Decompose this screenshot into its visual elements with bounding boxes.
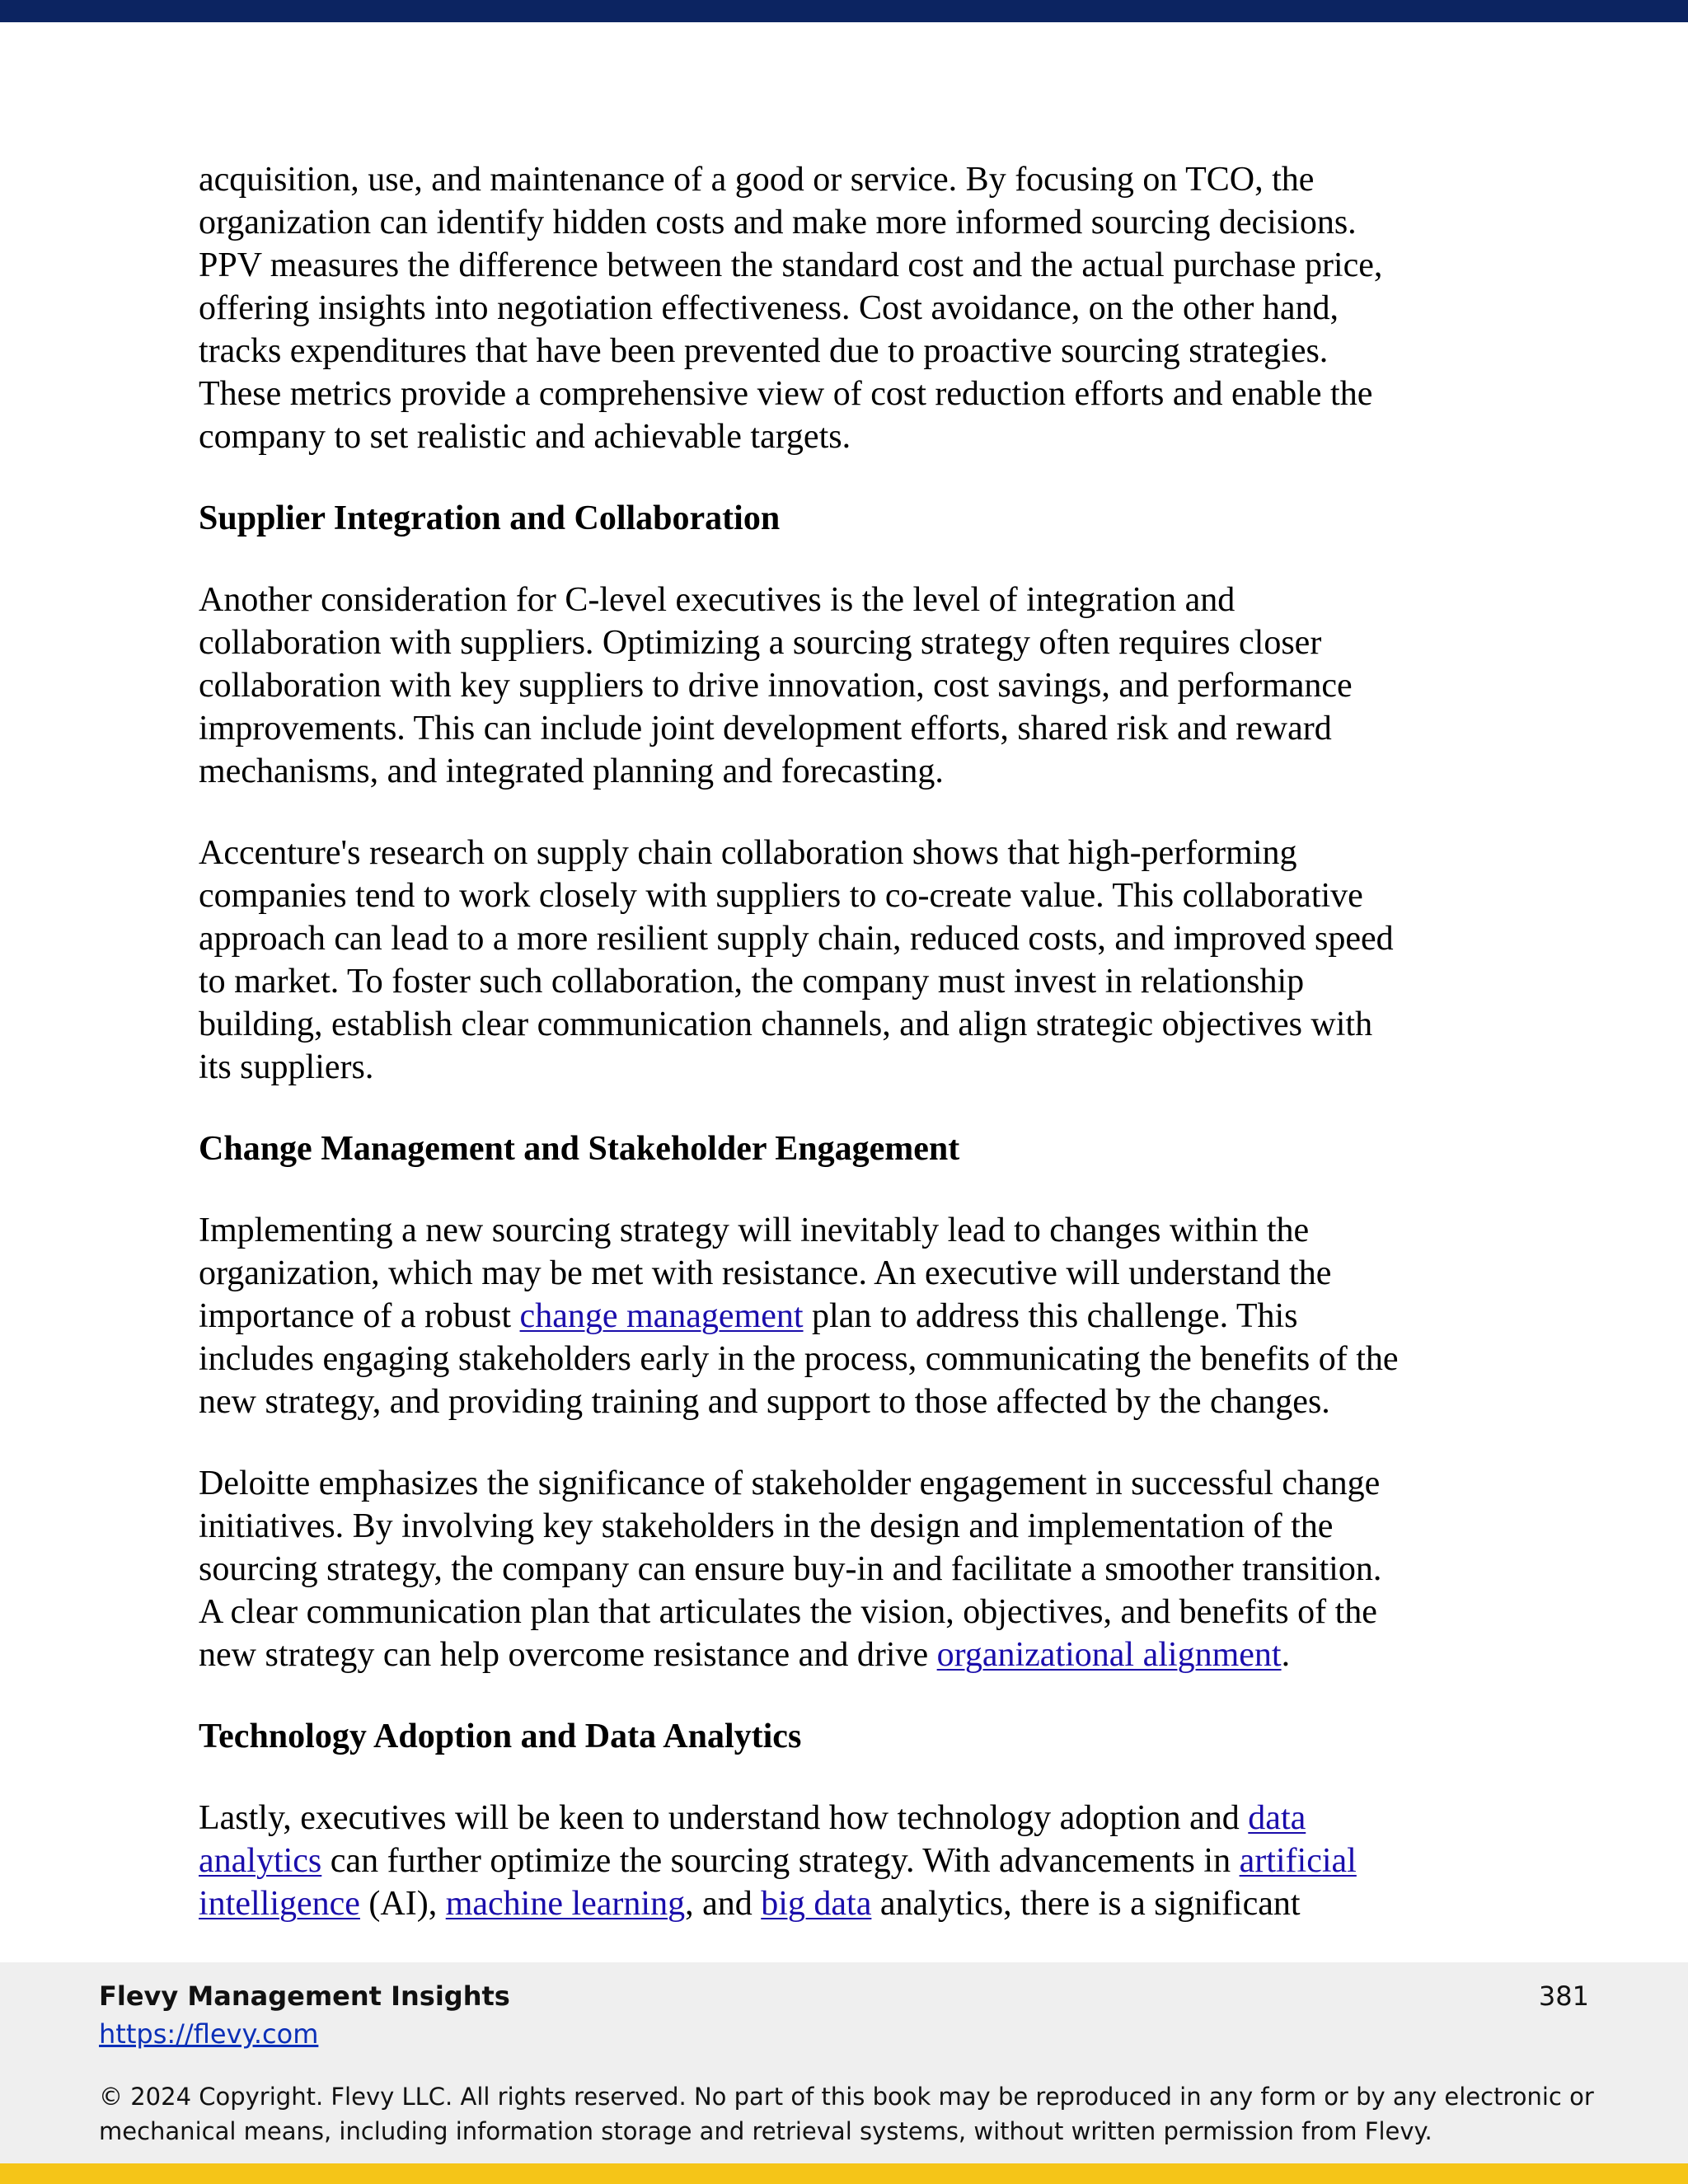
link-machine-learning[interactable]: machine learning [445, 1885, 686, 1923]
text-segment: new strategy can help overcome resistance and drive [199, 1636, 937, 1674]
text-line: mechanisms, and integrated planning and forecasting. [199, 752, 944, 790]
paragraph-change-management [199, 1209, 1517, 1423]
text-line: organization, which may be met with resistance. An executive will understand the [199, 1254, 1332, 1292]
footer-url-link[interactable]: https://flevy.com [99, 2018, 319, 2050]
text-line: initiatives. By involving key stakeholders in the design and implementation of the [199, 1507, 1334, 1545]
text-line: building, establish clear communication channels, and align strategic objectives with [199, 1005, 1373, 1043]
text-line [199, 1797, 1517, 1840]
text-line: Implementing a new sourcing strategy will inevitably lead to changes within the [199, 1212, 1310, 1249]
text-line: Another consideration for C-level executives is the level of integration and [199, 581, 1236, 619]
paragraph-tco-metrics [199, 158, 1517, 458]
link-organizational-alignment[interactable]: organizational alignment [936, 1636, 1282, 1674]
text-segment: , and [685, 1885, 762, 1923]
text-line [199, 1840, 1517, 1882]
section-heading-technology-adoption: Technology Adoption and Data Analytics [199, 1718, 802, 1755]
copyright-notice: © 2024 Copyright. Flevy LLC. All rights reserved. No part of this book may be reproduced in any form or by any electronic or mechanical means, including information storage and retrieval systems, without written permission from Flevy. [99, 2083, 1594, 2145]
text-line: company to set realistic and achievable targets. [199, 418, 851, 456]
text-segment: importance of a robust [199, 1297, 520, 1335]
text-line: A clear communication plan that articulates the vision, objectives, and benefits of the [199, 1593, 1377, 1631]
text-line: acquisition, use, and maintenance of a good or service. By focusing on TCO, the [199, 161, 1315, 199]
text-line: collaboration with key suppliers to drive innovation, cost savings, and performance [199, 667, 1353, 705]
text-line: approach can lead to a more resilient supply chain, reduced costs, and improved speed [199, 920, 1394, 958]
text-line: organization can identify hidden costs and make more informed sourcing decisions. [199, 204, 1357, 241]
link-artificial-intelligence-part2[interactable]: intelligence [199, 1885, 360, 1923]
footer-title: Flevy Management Insights [99, 1980, 510, 2012]
link-artificial-intelligence-part1[interactable]: artificial [1239, 1842, 1357, 1880]
section-heading-supplier-integration: Supplier Integration and Collaboration [199, 499, 781, 537]
text-line: Accenture's research on supply chain collaboration shows that high-performing [199, 834, 1297, 872]
link-change-management[interactable]: change management [519, 1297, 804, 1335]
text-line: offering insights into negotiation effectiveness. Cost avoidance, on the other hand, [199, 289, 1339, 327]
text-segment: (AI), [359, 1885, 446, 1923]
paragraph-accenture-research [199, 832, 1517, 1089]
text-line [199, 1882, 1517, 1925]
text-line: tracks expenditures that have been prevented due to proactive sourcing strategies. [199, 332, 1329, 370]
text-line: includes engaging stakeholders early in the process, communicating the benefits of the [199, 1340, 1399, 1378]
text-line: to market. To foster such collaboration, the company must invest in relationship [199, 963, 1305, 1001]
link-big-data[interactable]: big data [761, 1885, 872, 1923]
paragraph-deloitte-engagement [199, 1462, 1517, 1676]
link-data-analytics-part2[interactable]: analytics [199, 1842, 322, 1880]
text-line: new strategy, and providing training and support to those affected by the changes. [199, 1383, 1330, 1421]
text-line: collaboration with suppliers. Optimizing a sourcing strategy often requires closer [199, 624, 1322, 662]
text-segment: Lastly, executives will be keen to understand how technology adoption and [199, 1799, 1249, 1837]
section-heading-change-management: Change Management and Stakeholder Engagement [199, 1130, 960, 1168]
text-segment: . [1281, 1636, 1291, 1674]
text-line: These metrics provide a comprehensive view of cost reduction efforts and enable the [199, 375, 1373, 413]
text-line: PPV measures the difference between the standard cost and the actual purchase price, [199, 246, 1383, 284]
text-segment: analytics, there is a significant [871, 1885, 1301, 1923]
text-line: its suppliers. [199, 1048, 374, 1086]
text-line: sourcing strategy, the company can ensure buy-in and facilitate a smoother transition. [199, 1550, 1382, 1588]
text-line: Deloitte emphasizes the significance of stakeholder engagement in successful change [199, 1465, 1381, 1502]
bottom-accent-bar [0, 2163, 1688, 2184]
paragraph-supplier-collaboration [199, 579, 1517, 793]
top-banner-bar [0, 0, 1688, 22]
page-number: 381 [1538, 1980, 1589, 2012]
text-segment: can further optimize the sourcing strategy. With advancements in [321, 1842, 1240, 1880]
page-content [199, 158, 1517, 1964]
text-segment: plan to address this challenge. This [803, 1297, 1298, 1335]
text-line: companies tend to work closely with suppliers to co-create value. This collaborative [199, 877, 1363, 915]
text-line [199, 1295, 1517, 1338]
link-data-analytics-part1[interactable]: data [1248, 1799, 1306, 1837]
page-footer [0, 1962, 1688, 2163]
text-line: improvements. This can include joint development efforts, shared risk and reward [199, 710, 1332, 748]
text-line [199, 1633, 1517, 1676]
paragraph-technology-analytics [199, 1797, 1517, 1925]
